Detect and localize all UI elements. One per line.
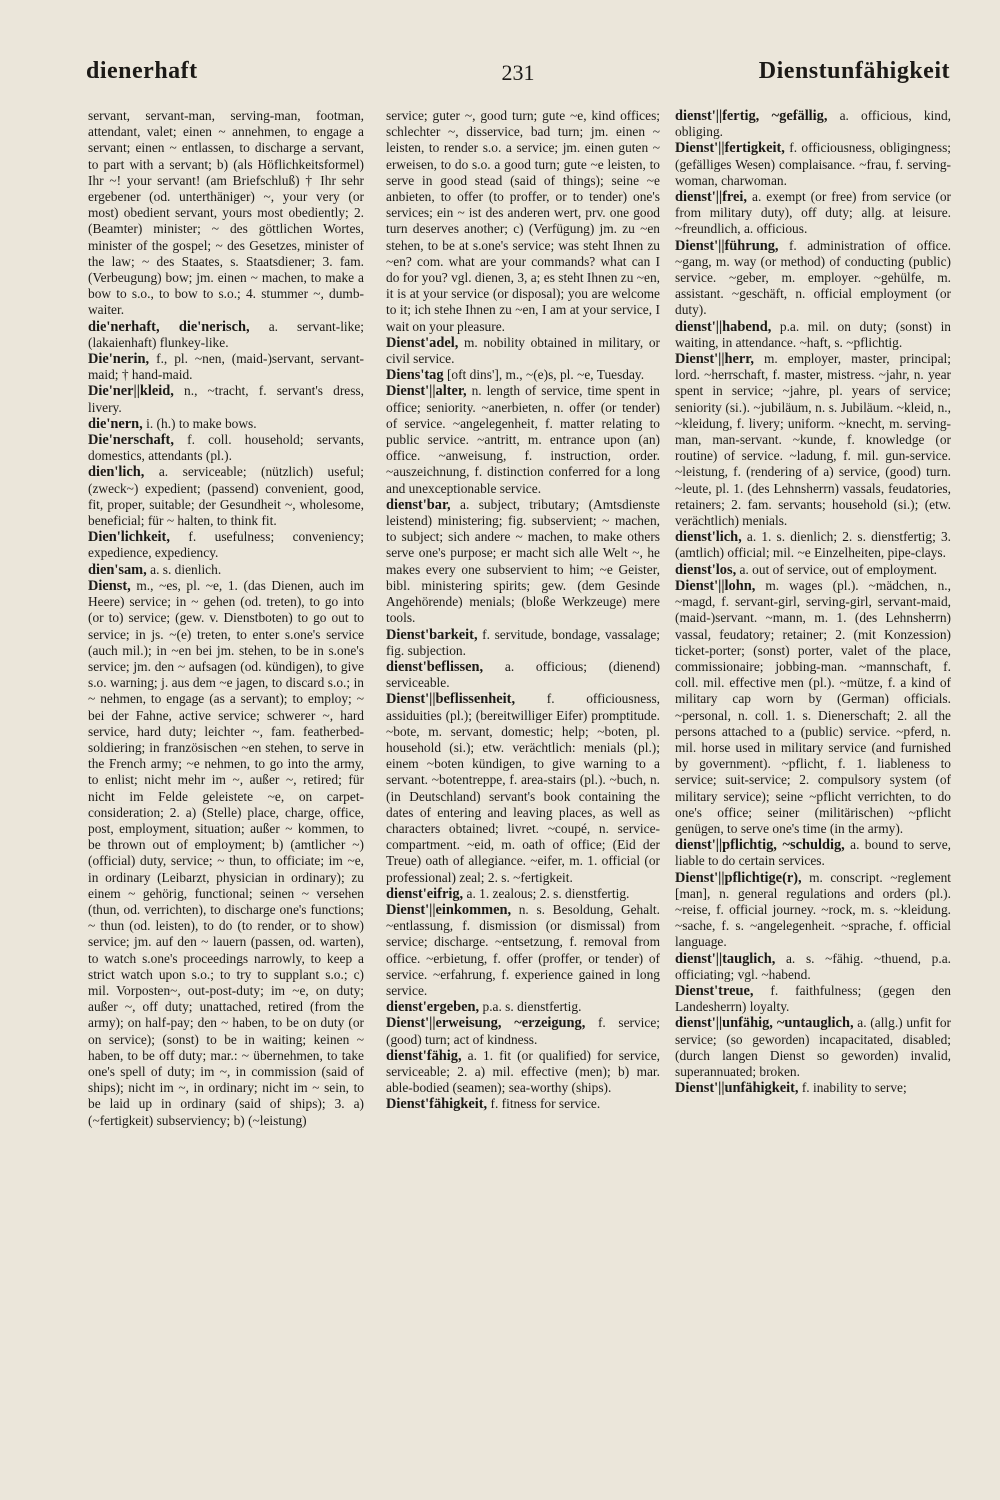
dictionary-entry	[88, 108, 364, 319]
dictionary-entry	[88, 578, 364, 1129]
entry-definition: f. inability to serve;	[801, 1080, 907, 1096]
entry-headword: dienst'||frei,	[675, 189, 748, 206]
entry-headword: Die'ner||kleid,	[88, 383, 174, 400]
entry-definition: a. s. ~fähig. ~thuend, p.a. officiating; vgl. ~habend.	[675, 950, 951, 982]
entry-definition: n. length of service, time spent in office; seniority. ~anerbieten, n. offer (or tender) of service. ~angelegenheit, f. matter relating to public service. ~antritt, m. entrance upon (an) office. ~anweisung, f. instruction, order. ~auszeichnung, f. distinction conferred for a long and unexceptionable service.	[386, 383, 660, 496]
dictionary-entry	[675, 1080, 951, 1096]
entry-definition: m. conscript. ~reglement [man], n. general regulations and orders (pl.). ~reise, f. official journey. ~rock, m. s. ~kleidung. ~sache, f. s. ~angelegenheit. ~sprache, f. official language.	[675, 869, 951, 950]
column-1	[88, 108, 364, 1438]
dictionary-entry	[386, 902, 660, 999]
entry-definition: a. 1. fit (or qualified) for service, serviceable; 2. a) mil. effective (men); b) mar. able-bodied (seamen); sea-worthy (ships).	[386, 1047, 660, 1096]
entry-headword: Dienst'||beflissenheit,	[386, 691, 516, 708]
entry-headword: Dienst'||einkommen,	[386, 901, 512, 918]
dictionary-entry	[675, 951, 951, 983]
dictionary-entry	[88, 529, 364, 561]
dictionary-entry	[386, 497, 660, 627]
entry-headword: dienst'||habend,	[675, 318, 772, 335]
entry-headword: Dienst'||alter,	[386, 383, 467, 400]
dictionary-entry	[386, 335, 660, 367]
entry-definition: m. employer, master, principal; lord. ~herrschaft, f. master, mistress. ~jahr, n. year spent in service; ~jahre, pl. years of service; seniority (si.). ~jubiläum, n. s. Jubiläum. ~kleid, n., ~kleidung, f. livery; uniform. ~knecht, m. serving-man, man-servant. ~kunde, f. knowledge (or routine) of service. ~ladung, f. mil. gun-service. ~leistung, f. (rendering of a) service, (good) turn. ~leute, pl. 1. (des Lehnsherrn) vassals, feudatories, retainers; 2. fam. servants; household (si.); (etw. verächtlich) menials.	[675, 351, 951, 529]
column-2	[386, 108, 660, 1438]
dictionary-entry	[386, 627, 660, 659]
dictionary-entry	[88, 416, 364, 432]
dictionary-entry	[675, 238, 951, 319]
dictionary-entry	[88, 464, 364, 529]
dictionary-entry	[675, 351, 951, 529]
dictionary-entry	[386, 1015, 660, 1047]
entry-headword: dienst'los,	[675, 561, 737, 578]
entry-headword: Dienst'treue,	[675, 982, 754, 999]
entry-definition: a. serviceable; (nützlich) useful; (zweck~) expedient; (passend) convenient, good, fit, proper, suitable; der Gesundheit ~, wholesome, beneficial; für ~ halten, to think fit.	[88, 464, 364, 529]
entry-headword: dienst'||fertig, ~gefällig,	[675, 108, 828, 124]
left-catchword: dienerhaft	[86, 58, 198, 84]
entry-definition: a. s. dienlich.	[150, 561, 222, 577]
entry-definition: a. 1. zealous; 2. s. dienstfertig.	[466, 885, 630, 901]
entry-headword: Dienst'fähigkeit,	[386, 1096, 488, 1113]
entry-definition: f., pl. ~nen, (maid-)servant, servant-maid; † hand-maid.	[88, 351, 364, 383]
entry-definition: f. faithfulness; (gegen den Landesherrn) loyalty.	[675, 982, 951, 1015]
dictionary-entry	[386, 108, 660, 335]
entry-definition: a. servant-like; (lakaienhaft) flunkey-like.	[88, 318, 364, 350]
dictionary-entry	[675, 562, 951, 578]
dictionary-entry	[88, 432, 364, 464]
dictionary-entry	[386, 1048, 660, 1097]
entry-definition: m., ~es, pl. ~e, 1. (das Dienen, auch im Heere) service; in ~ gehen (od. treten), to go into (or to) service; (gew. v. Dienstboten) to go out to service; in js. ~(e) treten, to enter s.one's service (auch mil.); in ~en bei jm. stehen, to be in s.one's service; jm. den ~ aufsagen (od. kündigen), to give s.o. warning; j. aus dem ~e jagen, to discard s.o.; in ~ nehmen, to engage (as a servant); to employ; ~ bei der Fahne, active service; schwerer ~, hard service, hard duty; leichter ~, fam. featherbed-soldiering; in französischen ~en stehen, to serve in the French army; ~e nehmen, to go into the army, to enlist; nicht mehr im ~, außer ~, retired; für nicht im Felde geleistete ~e, on carpet-consideration; 2. a) (Stelle) place, charge, office, post, employment, situation; außer ~ kommen, to be thrown out of employment; b) (amtlicher ~) (official) duty, service; ~ thun, to officiate; im ~e, in ordinary (Leibarzt, physician in ordinary); zu einem ~ gehörig, functional; seinen ~ versehen (thun, od. verrichten), to discharge one's functions; ~ thun (od. leisten), to do (to render, or to show) service; jm. auf den ~ lauern (passen, od. warten), to watch s.one's proceedings narrowly, to keep a strict watch upon s.o.; to try to supplant s.o.; c) mil. Vorposten~, out-post-duty; im ~e, on duty; außer ~, off duty; unattached, retired (from the army); on half-pay; den ~ haben, to be on duty (or on service); (sonst) to be in waiting; keinen ~ haben, to be off duty; mar.: ~ übernehmen, to take one's spell of duty; im ~, in commission (said of ships); nicht im ~, in ordinary; nicht im ~ sein, to be laid up in ordinary (said of ships); 3. a) (~fertigkeit) subserviency; b) (~leistung)	[88, 577, 364, 1128]
entry-headword: dienst'eifrig,	[386, 885, 464, 902]
entry-definition: f. coll. household; servants, domestics, attendants (pl.).	[88, 432, 364, 464]
dictionary-entry	[675, 578, 951, 837]
entry-definition: f. servitude, bondage, vassalage; fig. subjection.	[386, 626, 660, 658]
entry-headword: Dienst'barkeit,	[386, 626, 478, 643]
entry-definition: f. fitness for service.	[490, 1096, 601, 1112]
entry-definition: a. (allg.) unfit for service; (so geworden) incapacitated, disabled; (durch langen Dienst so geworden) invalid, superannuated; broken.	[675, 1015, 951, 1079]
entry-headword: Dienst'||pflichtige(r),	[675, 869, 802, 886]
entry-definition: a. subject, tributary; (Amtsdienste leistend) ministering; fig. subservient; ~ machen, to subject; sich andere ~ machen, to make others serve one's purpose; er macht sich alle Welt ~, he makes every one subservient to him; ~e Geister, bibl. ministering spirits; gew. (dem Gesinde Angehörende) menials; (bloße Werkzeuge) mere tools.	[386, 496, 660, 626]
dictionary-entry	[88, 351, 364, 383]
entry-definition: i. (h.) to make bows.	[146, 415, 257, 431]
entry-definition: [oft dins'], m., ~(e)s, pl. ~e, Tuesday.	[446, 367, 645, 383]
dictionary-entry	[386, 659, 660, 691]
page-number: 231	[501, 60, 535, 85]
entry-definition: a. out of service, out of employment.	[739, 561, 938, 577]
dictionary-entry	[386, 886, 660, 902]
dictionary-entry	[386, 367, 660, 383]
entry-headword: Dienst'||unfähigkeit,	[675, 1080, 799, 1097]
entry-definition: a. officious, kind, obliging.	[675, 108, 951, 140]
entry-headword: Dienst'adel,	[386, 334, 459, 351]
entry-headword: Dienst'||führung,	[675, 237, 779, 254]
entry-headword: dien'sam,	[88, 561, 147, 578]
entry-headword: Die'nerin,	[88, 351, 150, 368]
entry-headword: Dienst'||herr,	[675, 351, 754, 368]
entry-headword: dienst'fähig,	[386, 1047, 462, 1064]
entry-headword: Diens'tag	[386, 367, 444, 384]
dictionary-entry	[88, 319, 364, 351]
entry-definition: m. nobility obtained in military, or civil service.	[386, 334, 660, 367]
entry-definition: a. officious; (dienend) serviceable.	[386, 658, 660, 691]
dictionary-entry	[386, 999, 660, 1015]
entry-headword: Dienst'||lohn,	[675, 577, 756, 594]
entry-headword: Die'nerschaft,	[88, 432, 174, 449]
dictionary-entry	[386, 1096, 660, 1112]
dictionary-entry	[386, 383, 660, 496]
dictionary-entry	[386, 691, 660, 885]
entry-definition: f. officiousness, obligingness; (gefälliges Wesen) complaisance. ~frau, f. serving-woman, charwoman.	[675, 140, 951, 188]
entry-headword: Dien'lichkeit,	[88, 529, 170, 546]
dictionary-entry	[675, 319, 951, 351]
entry-headword: die'nerhaft, die'nerisch,	[88, 318, 250, 335]
dictionary-entry	[675, 870, 951, 951]
entry-definition: a. exempt (or free) from service (or from military duty), off duty; allg. at leisure. ~freundlich, a. officious.	[675, 189, 951, 237]
dictionary-entry	[675, 108, 951, 140]
entry-definition: service; guter ~, good turn; gute ~e, kind offices; schlechter ~, disservice, bad turn; jm. einen ~ leisten, to render s.o. a service; jm. einen guten ~ erweisen, to do s.o. a good turn; gute ~e leisten, to serve in good stead (said of things); seine ~e anbieten, to offer (to proffer, or to tender) one's services; ein ~ ist des anderen wert, prv. one good turn deserves another; c) (Verfügung) jm. zu ~en stehen, to be at s.one's service; was steht Ihnen zu ~en? com. what are your commands? what can I do for you? vgl. dienen, 3, a; es steht Ihnen zu ~en, it is at your service (or disposal); you are welcome to it; ich stehe Ihnen zu ~en, I am at your service, I wait on your pleasure.	[386, 108, 660, 334]
entry-headword: Dienst'||fertigkeit,	[675, 140, 785, 157]
entry-headword: dienst'||unfähig, ~untauglich,	[675, 1015, 854, 1032]
entry-headword: dienst'lich,	[675, 529, 742, 546]
entry-definition: f. usefulness; conveniency; expedience, expediency.	[88, 529, 364, 561]
entry-headword: dienst'||pflichtig, ~schuldig,	[675, 837, 845, 854]
entry-definition: a. 1. s. dienlich; 2. s. dienstfertig; 3. (amtlich) official; mil. ~e Einzelheiten, pipe-clays.	[675, 529, 951, 561]
entry-definition: f. administration of office. ~gang, m. way (or method) of conducting (public) service. ~geber, m. employer. ~gehülfe, m. assistant. ~geschäft, n. official employment (or duty).	[675, 237, 951, 318]
entry-headword: Dienst,	[88, 577, 131, 594]
entry-headword: dienst'beflissen,	[386, 658, 484, 675]
dictionary-entry	[675, 529, 951, 561]
entry-definition: p.a. s. dienstfertig.	[482, 999, 582, 1015]
entry-definition: f. officiousness, assiduities (pl.); (bereitwilliger Eifer) promptitude. ~bote, m. servant, domestic; help; ~boten, pl. household (si.); etw. verächtlich: menials (pl.); einem ~boten kündigen, to give warning to a servant. ~botentreppe, f. area-stairs (pl.). ~buch, n. (in Deutschland) servant's book containing the dates of entering and leaving places, as well as characters obtained; livret. ~coupé, n. service-compartment. ~eid, m. oath of office; (Eid der Treue) oath of allegiance. ~eifer, m. 1. official (or professional) zeal; 2. s. ~fertigkeit.	[386, 691, 660, 885]
dictionary-entry	[675, 983, 951, 1015]
dictionary-entry	[675, 140, 951, 189]
entry-definition: f. service; (good) turn; act of kindness.	[386, 1015, 660, 1047]
entry-definition: n. s. Besoldung, Gehalt. ~entlassung, f. dismission (or dismissal) from service; discharge. ~entsetzung, f. removal from office. ~erbietung, f. offer (proffer, or tender) of service. ~erfahrung, f. experience gained in long service.	[386, 901, 660, 998]
entry-definition: m. wages (pl.). ~mädchen, n., ~magd, f. servant-girl, serving-girl, servant-maid, (maid-)servant. ~mann, m. 1. (des Lehnsherrn) vassal, feudatory; retainer; 2. (mit Konzession) ticket-porter; (sonst) porter, valet of the place, commissionaire; jobbing-man. ~mannschaft, f. coll. mil. effective men (pl.). ~mütze, f. a kind of military cap worn by (German) officials. ~personal, n. coll. 1. s. Dienerschaft; 2. all the persons attached to a (public) service. ~pferd, n. mil. horse used in military service (and furnished by government). ~pflicht, f. 1. liableness to service; suit-service; 2. compulsory system (of military service); seine ~pflicht verrichten, to do one's office; seiner (militärischen) ~pflicht genügen, to serve one's time (in the army).	[675, 577, 951, 836]
dictionary-entry	[675, 189, 951, 238]
entry-headword: dienst'ergeben,	[386, 999, 480, 1016]
entry-headword: Dienst'||erweisung, ~erzeigung,	[386, 1015, 586, 1032]
dictionary-entry	[675, 1015, 951, 1080]
entry-headword: die'nern,	[88, 415, 143, 432]
right-catchword: Dienstunfähigkeit	[758, 58, 950, 84]
page-header	[86, 58, 950, 94]
entry-definition: n., ~tracht, f. servant's dress, livery.	[88, 383, 364, 415]
dictionary-entry	[88, 383, 364, 415]
entry-headword: dien'lich,	[88, 464, 145, 481]
dictionary-entry	[675, 837, 951, 869]
entry-headword: dienst'||tauglich,	[675, 950, 776, 967]
entry-definition: p.a. mil. on duty; (sonst) in waiting, in attendance. ~haft, s. ~pflichtig.	[675, 318, 951, 350]
entry-definition: servant, servant-man, serving-man, footman, attendant, valet; einen ~ annehmen, to engage a servant; einen ~ entlassen, to discharge a servant, to part with a servant; b) (als Höflichkeitsformel) Ihr ~! your servant! (am Briefschluß) † Ihr sehr ergebener (od. unterthäniger) ~, your very (or most) obedient servant, yours most obediently; 2. (Beamter) minister; ~ des göttlichen Wortes, minister of the gospel; ~ des Gesetzes, minister of the law; ~ des Staates, s. Staatsdiener; 3. fam. (Verbeugung) bow; jm. einen ~ machen, to make a bow to s.o., to bow to s.o.; 4. stummer ~, dumb-waiter.	[88, 108, 364, 318]
column-3	[675, 108, 951, 1438]
entry-headword: dienst'bar,	[386, 496, 451, 513]
dictionary-entry	[88, 562, 364, 578]
entry-definition: a. bound to serve, liable to do certain services.	[675, 837, 951, 869]
